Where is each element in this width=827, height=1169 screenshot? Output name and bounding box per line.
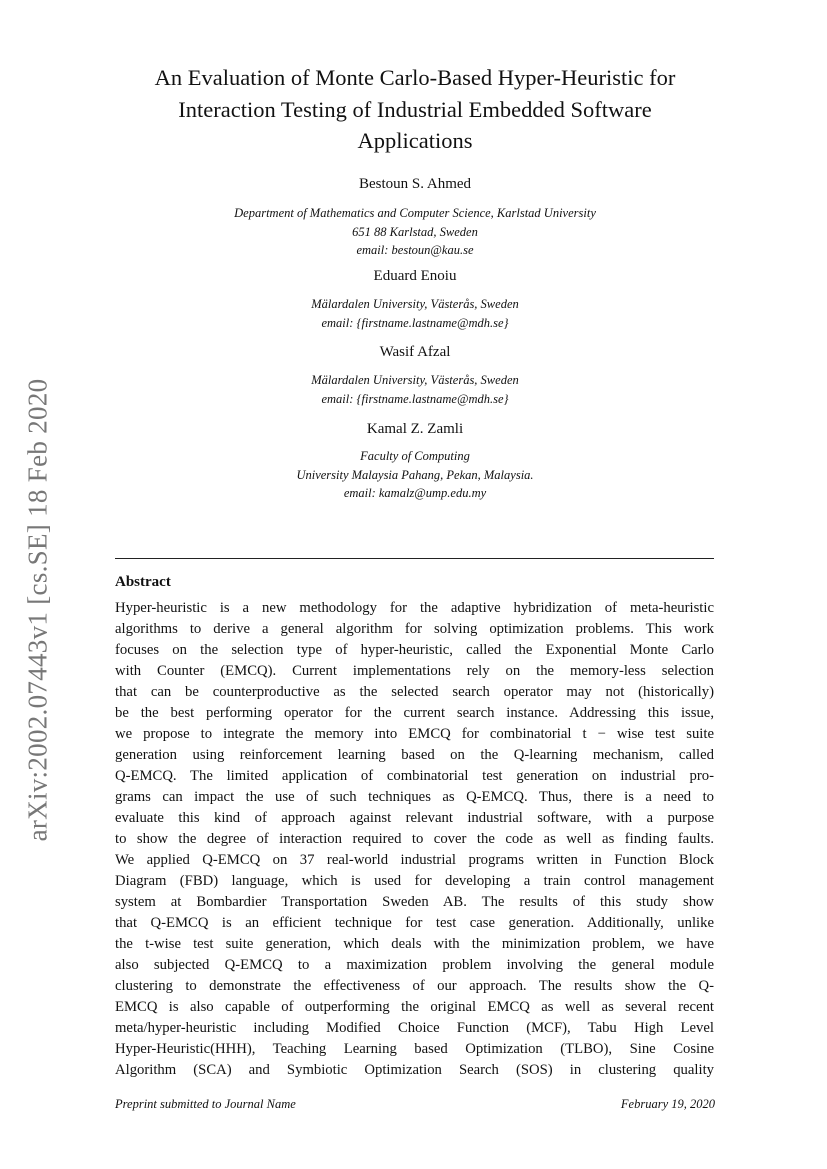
- abstract-heading: Abstract: [115, 574, 171, 590]
- author-block: [115, 421, 715, 438]
- abstract-line: meta/hyper-heuristic including Modified Choice Function (MCF), Tabu High Level: [115, 1020, 714, 1036]
- abstract-line: Q-EMCQ. The limited application of combinatorial test generation on industrial pro-: [115, 768, 714, 784]
- affiliation-line: Mälardalen University, Västerås, Sweden: [311, 373, 519, 387]
- abstract-line: the t-wise test suite generation, which deals with the minimization problem, we have: [115, 936, 714, 952]
- abstract-line: We applied Q-EMCQ on 37 real-world industrial programs written in Function Block: [115, 852, 714, 868]
- affiliation-line: email: kamalz@ump.edu.my: [343, 486, 487, 500]
- abstract-line: with Counter (EMCQ). Current implementations rely on the memory-less selection: [115, 663, 714, 679]
- footer-preprint-note: Preprint submitted to Journal Name: [115, 1097, 296, 1111]
- abstract-line: EMCQ is also capable of outperforming the original EMCQ as well as several recent: [115, 999, 714, 1015]
- abstract-line: algorithms to derive a general algorithm for solving optimization problems. This work: [115, 621, 714, 637]
- author-block: [115, 176, 715, 193]
- abstract-line: focuses on the selection type of hyper-heuristic, called the Exponential Monte Carlo: [115, 642, 714, 658]
- author-affiliation: [115, 447, 715, 503]
- title-line: Applications: [357, 128, 473, 153]
- abstract-line: Hyper-Heuristic(HHH), Teaching Learning based Optimization (TLBO), Sine Cosine: [115, 1041, 714, 1057]
- abstract-line: clustering to demonstrate the effectiveness of our approach. The results show the Q-: [115, 978, 714, 994]
- footer-date: February 19, 2020: [620, 1097, 715, 1111]
- affiliation-line: 651 88 Karlstad, Sweden: [352, 224, 478, 239]
- title-line: An Evaluation of Monte Carlo-Based Hyper-Heuristic for: [154, 65, 676, 90]
- abstract-line: that Q-EMCQ is an efficient technique for test case generation. Additionally, unlike: [115, 915, 714, 931]
- author-affiliation: [115, 371, 715, 408]
- abstract-line: also subjected Q-EMCQ to a maximization problem involving the general module: [115, 957, 714, 973]
- abstract-line: that can be counterproductive as the selected search operator may not (historically): [115, 684, 714, 700]
- abstract-line: grams can impact the use of such techniques as Q-EMCQ. Thus, there is a need to: [115, 789, 714, 805]
- abstract-line: Hyper-heuristic is a new methodology for the adaptive hybridization of meta-heuristic: [115, 600, 714, 616]
- author-affiliation: [115, 204, 715, 260]
- affiliation-line: email: {firstname.lastname@mdh.se}: [321, 315, 509, 330]
- arxiv-sidebar-stamp: arXiv:2002.07443v1 [cs.SE] 18 Feb 2020: [22, 378, 53, 842]
- author-name: Eduard Enoiu: [373, 268, 457, 284]
- abstract-line: be the best performing operator for the current search instance. Addressing this issue,: [115, 705, 714, 721]
- author-block: [115, 344, 715, 361]
- affiliation-line: email: {firstname.lastname@mdh.se}: [321, 391, 509, 406]
- author-affiliation: [115, 295, 715, 332]
- affiliation-line: Mälardalen University, Västerås, Sweden: [311, 297, 519, 311]
- affiliation-line: Faculty of Computing: [360, 449, 470, 463]
- title-line: Interaction Testing of Industrial Embedded Software: [178, 96, 652, 122]
- affiliation-line: email: bestoun@kau.se: [356, 243, 474, 257]
- abstract-line: we propose to integrate the memory into EMCQ for combinatorial t − wise test suite: [115, 726, 714, 742]
- affiliation-line: Department of Mathematics and Computer Science, Karlstad University: [234, 206, 596, 220]
- author-name: Bestoun S. Ahmed: [358, 176, 472, 192]
- affiliation-line: University Malaysia Pahang, Pekan, Malaysia.: [296, 467, 534, 482]
- author-name: Wasif Afzal: [379, 344, 451, 360]
- paper-title: [115, 62, 715, 157]
- abstract-line: Diagram (FBD) language, which is used for developing a train control management: [115, 873, 714, 889]
- author-block: [115, 268, 715, 285]
- abstract-line: to show the degree of interaction required to cover the code as well as finding faults.: [115, 831, 714, 847]
- abstract-line: generation using reinforcement learning based on the Q-learning mechanism, called: [115, 747, 714, 763]
- abstract-line: system at Bombardier Transportation Sweden AB. The results of this study show: [115, 894, 714, 910]
- abstract-divider: [115, 558, 714, 559]
- abstract-line: evaluate this kind of approach against relevant industrial software, with a purpose: [115, 810, 714, 826]
- abstract-line: Algorithm (SCA) and Symbiotic Optimization Search (SOS) in clustering quality: [115, 1062, 714, 1078]
- author-name: Kamal Z. Zamli: [366, 421, 464, 437]
